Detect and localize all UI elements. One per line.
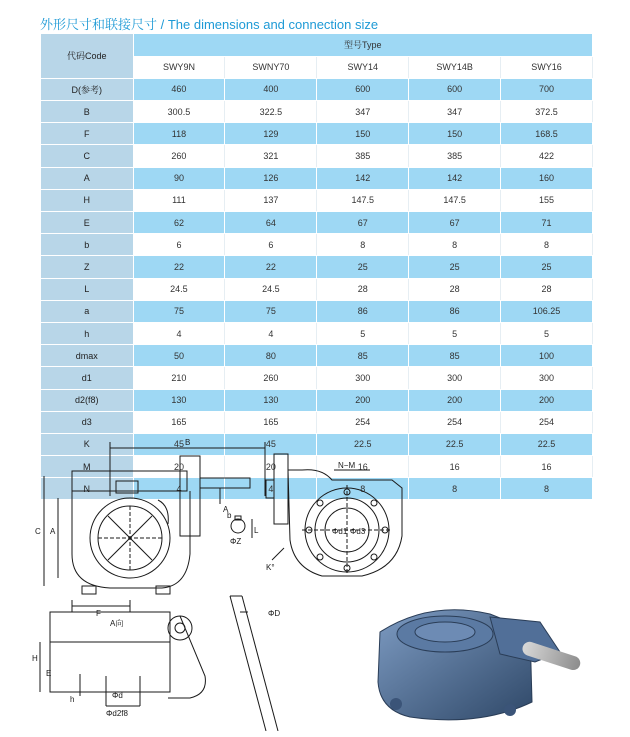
value-cell: 28: [409, 278, 501, 300]
label-d1: Φd1: [332, 527, 348, 536]
value-cell: 4: [225, 478, 317, 500]
value-cell: 118: [133, 123, 225, 145]
value-cell: 147.5: [317, 189, 409, 211]
table-row: [41, 389, 593, 411]
value-cell: 106.25: [501, 300, 593, 322]
value-cell: 8: [317, 478, 409, 500]
code-cell: h: [41, 322, 133, 344]
code-cell: L: [41, 278, 133, 300]
value-cell: 67: [409, 212, 501, 234]
value-cell: 50: [133, 345, 225, 367]
table-row: [41, 300, 593, 322]
value-cell: 150: [317, 123, 409, 145]
table-row: [41, 78, 593, 100]
value-cell: 254: [317, 411, 409, 433]
value-cell: 372.5: [501, 101, 593, 123]
label-h: H: [32, 654, 38, 663]
side-view-body: [50, 642, 170, 692]
label-f: F: [96, 609, 101, 618]
code-cell: Z: [41, 256, 133, 278]
value-cell: 165: [133, 411, 225, 433]
code-cell: b: [41, 234, 133, 256]
page-title: 外形尺寸和联接尺寸 / The dimensions and connection size: [40, 17, 379, 32]
value-cell: 85: [409, 345, 501, 367]
code-cell: M: [41, 456, 133, 478]
value-cell: 200: [409, 389, 501, 411]
value-cell: 111: [133, 189, 225, 211]
type-header: 型号Type: [133, 34, 593, 56]
label-d: Φd: [112, 691, 123, 700]
table-row: [41, 189, 593, 211]
value-cell: 71: [501, 212, 593, 234]
table-row: [41, 212, 593, 234]
input-shaft: [200, 478, 250, 488]
value-cell: 300.5: [133, 101, 225, 123]
flange-housing: [288, 470, 402, 576]
value-cell: 75: [225, 300, 317, 322]
table-row: [41, 234, 593, 256]
value-cell: 347: [317, 101, 409, 123]
table-row: [41, 367, 593, 389]
label-h-small: h: [70, 695, 75, 704]
label-z: ΦZ: [230, 537, 242, 546]
value-cell: 22.5: [317, 433, 409, 455]
value-cell: 165: [225, 411, 317, 433]
table-row: [41, 345, 593, 367]
code-cell: D(参考): [41, 78, 133, 100]
value-cell: 4: [225, 322, 317, 344]
value-cell: 321: [225, 145, 317, 167]
value-cell: 85: [317, 345, 409, 367]
label-b: B: [185, 438, 191, 447]
value-cell: 80: [225, 345, 317, 367]
code-cell: a: [41, 300, 133, 322]
value-cell: 600: [409, 78, 501, 100]
value-cell: 8: [409, 478, 501, 500]
value-cell: 6: [225, 234, 317, 256]
value-cell: 130: [225, 389, 317, 411]
code-cell: dmax: [41, 345, 133, 367]
value-cell: 62: [133, 212, 225, 234]
value-cell: 200: [317, 389, 409, 411]
label-b-small: b: [227, 511, 232, 520]
value-cell: 5: [317, 322, 409, 344]
value-cell: 16: [501, 456, 593, 478]
value-cell: 422: [501, 145, 593, 167]
label-d3: Φd3: [350, 527, 366, 536]
label-d2: Φd2f8: [106, 709, 128, 718]
value-cell: 260: [133, 145, 225, 167]
value-cell: 24.5: [225, 278, 317, 300]
value-cell: 22: [133, 256, 225, 278]
value-cell: 4: [133, 322, 225, 344]
code-cell: A: [41, 167, 133, 189]
value-cell: 150: [409, 123, 501, 145]
code-cell: N: [41, 478, 133, 500]
value-cell: 700: [501, 78, 593, 100]
value-cell: 28: [501, 278, 593, 300]
value-cell: 22.5: [501, 433, 593, 455]
label-nm: N−M: [338, 461, 356, 470]
table-row: [41, 278, 593, 300]
value-cell: 300: [501, 367, 593, 389]
value-cell: 130: [133, 389, 225, 411]
value-cell: 45: [225, 433, 317, 455]
code-cell: d1: [41, 367, 133, 389]
value-cell: 25: [501, 256, 593, 278]
code-cell: F: [41, 123, 133, 145]
value-cell: 5: [501, 322, 593, 344]
label-ab: A向: [110, 619, 124, 628]
label-c: C: [35, 527, 41, 536]
code-cell: B: [41, 101, 133, 123]
value-cell: 22: [225, 256, 317, 278]
value-cell: 67: [317, 212, 409, 234]
value-cell: 300: [317, 367, 409, 389]
value-cell: 385: [409, 145, 501, 167]
value-cell: 22.5: [409, 433, 501, 455]
code-header: 代码Code: [41, 34, 133, 78]
label-a: A: [50, 527, 56, 536]
model-header: SWY9N: [133, 56, 225, 78]
value-cell: 75: [133, 300, 225, 322]
value-cell: 210: [133, 367, 225, 389]
model-header: SWNY70: [225, 56, 317, 78]
value-cell: 86: [317, 300, 409, 322]
value-cell: 90: [133, 167, 225, 189]
dimension-table: [41, 34, 593, 500]
value-cell: 6: [133, 234, 225, 256]
value-cell: 20: [133, 456, 225, 478]
table-row: [41, 167, 593, 189]
table-row: [41, 145, 593, 167]
code-cell: d3: [41, 411, 133, 433]
value-cell: 322.5: [225, 101, 317, 123]
value-cell: 16: [317, 456, 409, 478]
value-cell: 28: [317, 278, 409, 300]
code-cell: d2(f8): [41, 389, 133, 411]
model-header: SWY14: [317, 56, 409, 78]
table-row: [41, 123, 593, 145]
label-a-small: A: [223, 505, 229, 514]
value-cell: 300: [409, 367, 501, 389]
value-cell: 254: [409, 411, 501, 433]
value-cell: 16: [409, 456, 501, 478]
table-row: [41, 411, 593, 433]
value-cell: 142: [317, 167, 409, 189]
value-cell: 147.5: [409, 189, 501, 211]
value-cell: 126: [225, 167, 317, 189]
value-cell: 129: [225, 123, 317, 145]
value-cell: 137: [225, 189, 317, 211]
value-cell: 100: [501, 345, 593, 367]
label-l: L: [254, 526, 259, 535]
value-cell: 86: [409, 300, 501, 322]
front-view-drawing: [30, 436, 285, 731]
value-cell: 4: [133, 478, 225, 500]
value-cell: 260: [225, 367, 317, 389]
value-cell: 600: [317, 78, 409, 100]
value-cell: 45: [133, 433, 225, 455]
actuator-photo: [360, 592, 600, 732]
table-row: [41, 101, 593, 123]
label-e: E: [46, 669, 52, 678]
value-cell: 385: [317, 145, 409, 167]
label-dd: ΦD: [268, 609, 281, 618]
table-row: [41, 256, 593, 278]
value-cell: 254: [501, 411, 593, 433]
value-cell: 142: [409, 167, 501, 189]
code-cell: C: [41, 145, 133, 167]
value-cell: 347: [409, 101, 501, 123]
value-cell: 64: [225, 212, 317, 234]
code-cell: K: [41, 433, 133, 455]
code-cell: E: [41, 212, 133, 234]
value-cell: 24.5: [133, 278, 225, 300]
value-cell: 25: [409, 256, 501, 278]
value-cell: 8: [501, 234, 593, 256]
value-cell: 8: [501, 478, 593, 500]
value-cell: 155: [501, 189, 593, 211]
value-cell: 168.5: [501, 123, 593, 145]
value-cell: 5: [409, 322, 501, 344]
value-cell: 200: [501, 389, 593, 411]
value-cell: 8: [409, 234, 501, 256]
model-header: SWY14B: [409, 56, 501, 78]
value-cell: 460: [133, 78, 225, 100]
model-header: SWY16: [501, 56, 593, 78]
table-row: [41, 322, 593, 344]
value-cell: 8: [317, 234, 409, 256]
value-cell: 20: [225, 456, 317, 478]
code-cell: H: [41, 189, 133, 211]
label-k: K°: [266, 563, 275, 572]
flange-view-drawing: [262, 440, 432, 590]
value-cell: 25: [317, 256, 409, 278]
value-cell: 160: [501, 167, 593, 189]
value-cell: 400: [225, 78, 317, 100]
